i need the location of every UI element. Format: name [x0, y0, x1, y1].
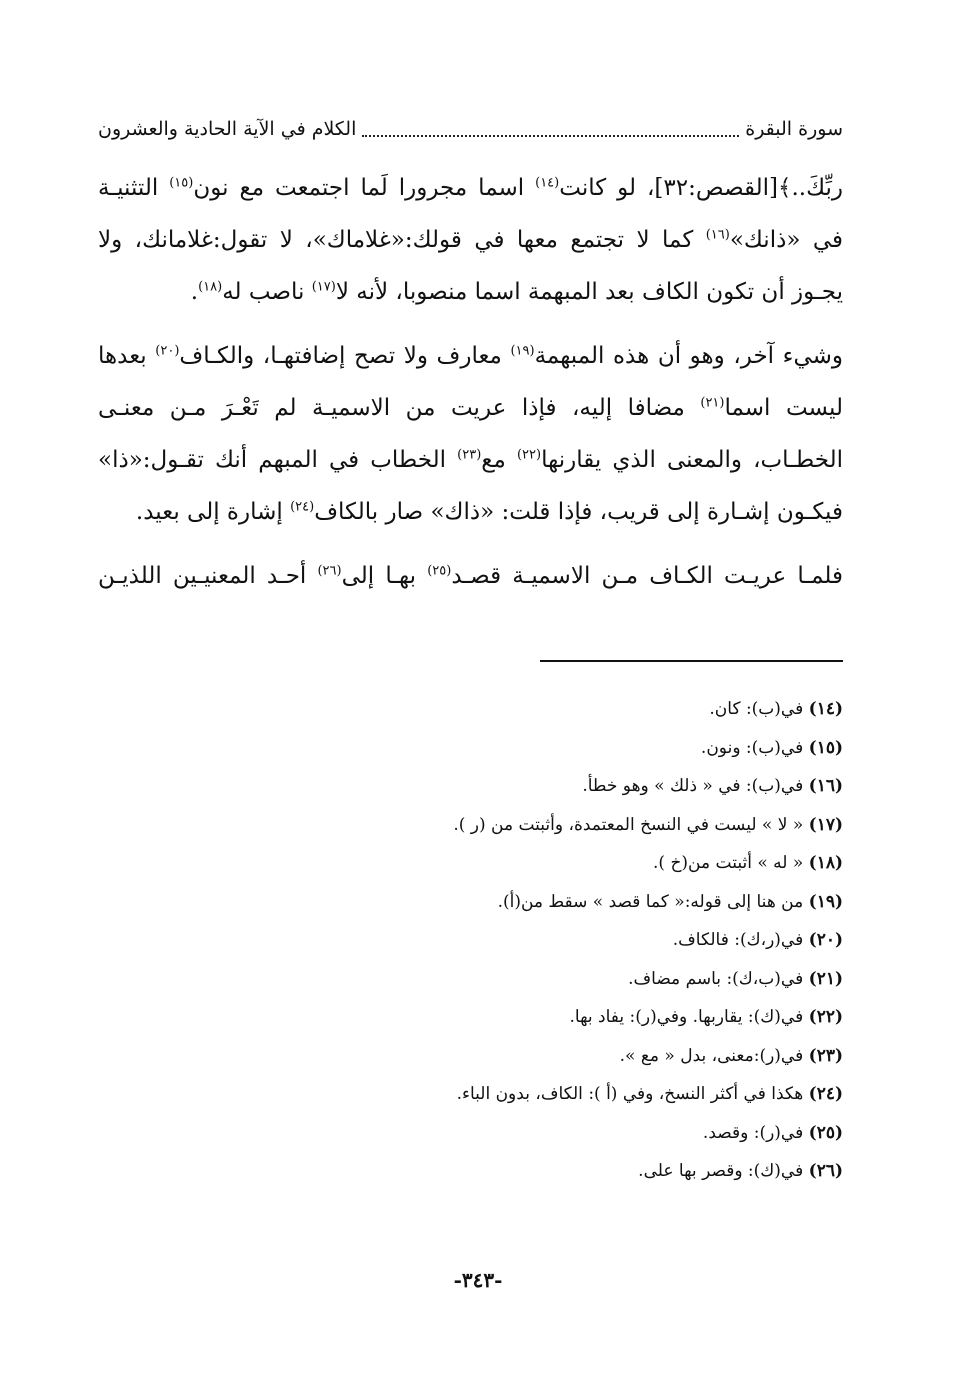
footnote: [200, 1114, 843, 1153]
text-run: معارف ولا تصح إضافتهـا، والكـاف: [179, 343, 511, 369]
footnotes-list: [200, 690, 843, 1191]
footnote-text: في(ك): وقصر بها على.: [638, 1161, 809, 1181]
footnote-marker: (٢٦): [317, 563, 342, 579]
footnote: [200, 998, 843, 1037]
text-run: بعدها ليست اسما: [98, 343, 843, 421]
footnote-marker: (١٨): [198, 279, 223, 295]
text-run: ربِّكَ..﴾[القصص:٣٢]، لو كانت: [559, 175, 844, 201]
text-run: إشارة إلى بعيد.: [135, 499, 291, 525]
footnote-number: (١٥): [808, 737, 843, 758]
footnote-text: في(ك): يقاربها. وفي(ر): يفاد بها.: [569, 1007, 809, 1027]
footnote-marker: (١٤): [535, 175, 560, 191]
footnote: [200, 690, 843, 729]
text-run: ناصب له: [222, 279, 312, 305]
running-header: [98, 112, 843, 146]
paragraph: [98, 330, 843, 538]
footnote-text: في(ر):معنى، بدل « مع ».: [619, 1045, 809, 1066]
footnote-number: (٢١): [808, 968, 843, 989]
footnote-marker: (٢٢): [516, 447, 542, 463]
text-run: الخطاب في المبهم أنك تقـول:«ذا» فيكـون إشـارة إلى قريب، فإذا قلت: «ذاك» صار بالكاف: [98, 447, 843, 525]
footnote-number: (٢٤): [808, 1084, 843, 1104]
text-run: مضافا إليه، فإذا عريت من الاسميـة لم تَعْـرَ مـن معنـى الخطـاب، والمعنى الذي يقارنها: [98, 395, 844, 473]
footnote-number: (١٧): [808, 814, 843, 835]
footnote-text: في(ر،ك): فالكاف.: [672, 930, 809, 950]
text-run: وشيء آخر، وهو أن هذه المبهمة: [534, 343, 843, 369]
footnote-number: (١٩): [808, 891, 843, 912]
text-run: فلمـا عريـت الكـاف مـن الاسميـة قصـد: [451, 563, 843, 589]
footnote: [200, 767, 843, 806]
footnote-number: (٢٥): [808, 1122, 843, 1143]
section-title: الكلام في الآية الحادية والعشرون: [98, 118, 357, 140]
footnote: [200, 806, 843, 845]
footnote: [200, 1152, 843, 1191]
footnote-number: (٢٦): [808, 1161, 843, 1181]
footnote-number: (١٨): [808, 853, 843, 873]
footnote-number: (٢٠): [808, 930, 843, 950]
footnote-text: في(ب،ك): باسم مضاف.: [628, 968, 809, 989]
footnote-marker: (١٥): [169, 175, 194, 191]
footnote: [200, 921, 843, 960]
footnote: [200, 883, 843, 922]
footnote-text: في(ب): كان.: [709, 699, 809, 719]
footnote: [200, 1037, 843, 1076]
footnote-number: (٢٢): [808, 1007, 843, 1027]
page-number: -٣٤٣-: [453, 1268, 503, 1292]
footnote-marker: (٢٥): [427, 563, 452, 579]
main-text: [98, 162, 843, 602]
footnote-number: (١٤): [808, 699, 843, 719]
text-run: أحـد المعنيـين اللذيـن: [98, 563, 318, 589]
footnote: [200, 844, 843, 883]
footnote-text: « له » أثبتت من(خ ).: [653, 853, 809, 873]
footnote-marker: (٢١): [700, 395, 725, 411]
footnote-marker: (١٦): [705, 227, 730, 243]
footnote-text: في(ب): ونون.: [700, 737, 809, 758]
text-run: بهـا إلى: [341, 563, 428, 589]
footnote-text: في(ب): في « ذلك » وهو خطأ.: [582, 776, 809, 796]
footnote-number: (١٦): [808, 776, 843, 796]
footnote-marker: (١٩): [510, 343, 535, 359]
footnote-text: من هنا إلى قوله:« كما قصد » سقط من(أ).: [497, 891, 809, 912]
footnote-marker: (٢٤): [290, 499, 315, 515]
text-run: اسما مجرورا لَما اجتمعت مع نون: [193, 175, 536, 201]
text-run: .: [190, 279, 199, 305]
footnote: [200, 960, 843, 999]
footnote-marker: (١٧): [311, 279, 336, 295]
text-run: كما لا تجتمع معها في قولك:«غلاماك»، لا تقول:غلامانك، ولا يجـوز أن تكون الكاف بعد المبهمة اسما منصوبا، لأنه لا: [98, 227, 843, 305]
footnote-text: هكذا في أكثر النسخ، وفي (أ ): الكاف، بدون الباء.: [456, 1084, 809, 1104]
footnote-text: في(ر): وقصد.: [702, 1122, 809, 1143]
footnote-number: (٢٣): [808, 1045, 843, 1066]
text-run: مع: [481, 447, 517, 473]
paragraph: [98, 162, 843, 318]
text-run: التثنيـة في «ذانك»: [98, 175, 843, 253]
footnote-marker: (٢٣): [457, 447, 482, 463]
header-dot-leader: [362, 121, 739, 137]
footnote: [200, 1075, 843, 1114]
footnote: [200, 729, 843, 768]
footnote-marker: (٢٠): [155, 343, 180, 359]
footnote-separator: [540, 660, 843, 662]
footnote-text: « لا » ليست في النسخ المعتمدة، وأثبتت من (ر ).: [453, 814, 809, 835]
paragraph: [98, 550, 843, 602]
surah-title: سورة البقرة: [745, 118, 843, 140]
